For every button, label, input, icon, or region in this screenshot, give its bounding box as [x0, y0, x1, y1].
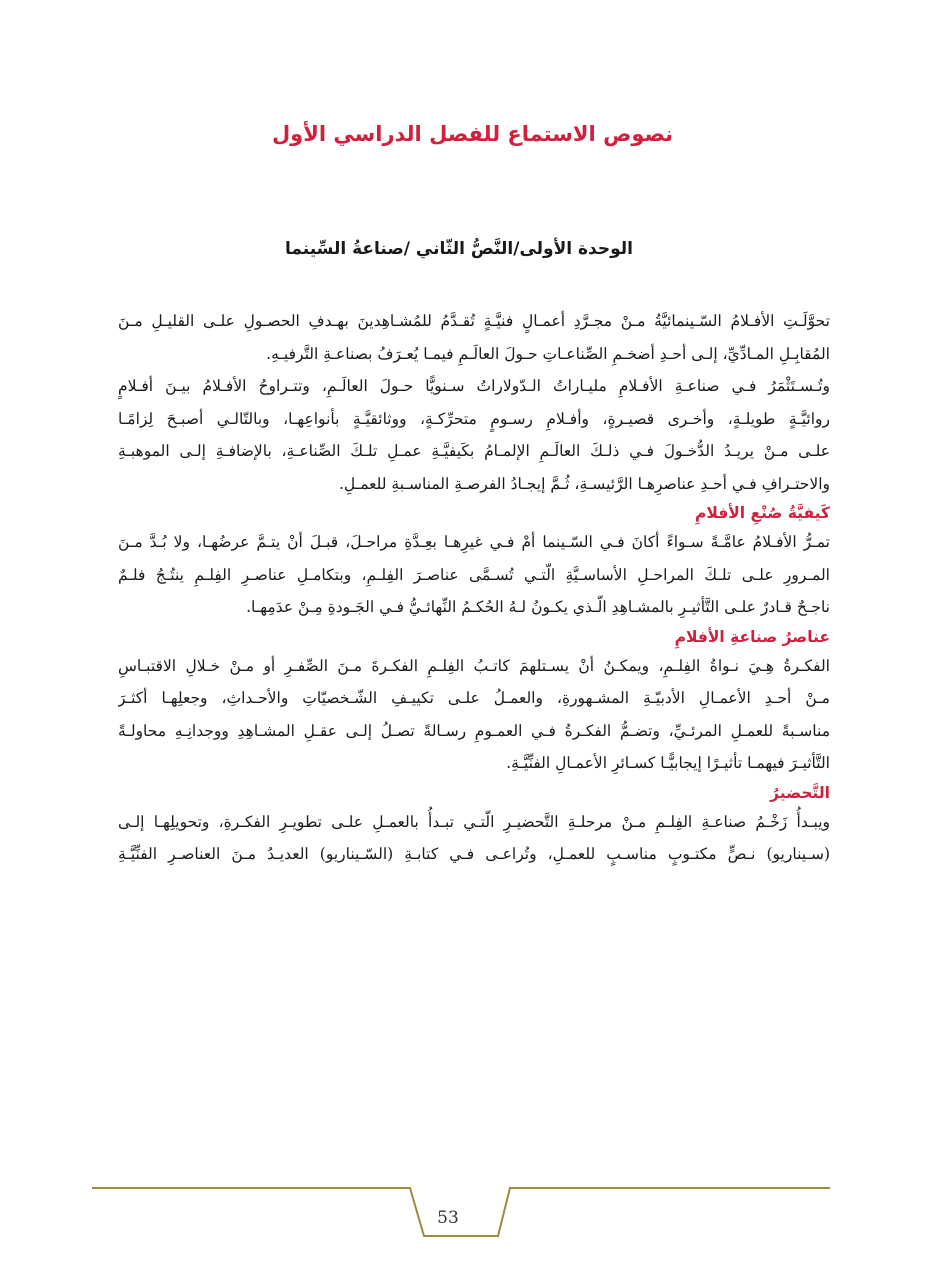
paragraph-line: تمـرُّ الأفـلامُ عامَّـةً سـواءً أكانَ فـي السّـينما أمْ فـي غيرِهـا بعِـدَّةِ مراحـلَ، قبـلَ أنْ يتـمَّ عرضُهـا، ولا بُـدَّ مـنَ: [118, 533, 830, 551]
page-title: نصوص الاستماع للفصل الدراسي الأول: [271, 122, 674, 146]
paragraph-line: المُقابِـلِ المـادِّيِّ، إلـى أحـدِ أضخـمِ الصِّناعـاتِ حـولَ العالَـمِ فيمـا يُعـرَفُ بصناعـةِ التَّرفيـهِ.: [266, 344, 830, 363]
preparation-paragraph: [118, 806, 830, 871]
paragraph-line: روائيَّـةٍ طويلـةٍ، وأخـرى قصيـرةٍ، وأفـلامِ رسـومٍ متحرِّكـةٍ، ووثائقيَّـةٍ بأنواعِهـا، وبالتّالـي أصبـحَ لِزامًـا: [118, 409, 830, 428]
paragraph-line: (سـيناريو) نـصٍّ مكتـوبٍ مناسـبٍ للعمـلِ، وتُراعـى فـي كتابـةِ (السّـيناريو) العديـدُ مـنَ العناصـرِ الفنِّيَّـةِ: [118, 845, 830, 863]
paragraph-line: مـنْ أحـدِ الأعمـالِ الأدبيّـةِ المشـهورةِ، والعمـلُ علـى تكييـفِ الشّـخصيّاتِ والأحـداثِ، وجعلِهـا أكثـرَ: [118, 689, 830, 707]
section-heading-film-elements: عناصرُ صناعةِ الأفلامِ: [674, 627, 830, 646]
paragraph-line: تحوَّلَـتِ الأفـلامُ السّـينمائيَّةُ مـنْ مجـرَّدِ أعمـالٍ فنيَّـةٍ تُقـدَّمُ للمُشـاهِدينَ بهـدفِ الحصـولِ علـى القليـلِ مـنَ: [118, 312, 830, 330]
unit-title: الوحدة الأولى/النَّصُّ الثّاني /صناعةُ السِّينما: [284, 239, 633, 259]
paragraph-line: والاحتـرافِ فـي أحـدِ عناصرِهـا الرَّئيسـةِ، ثُـمَّ إيجـادُ الفرصـةِ المناسـبةِ للعمـلِ.: [339, 474, 830, 493]
how-films-made-paragraph: [118, 526, 830, 624]
intro-paragraph: [118, 305, 830, 500]
paragraph-line: ويبـدأُ زَخْـمُ صناعـةِ الفِلـمِ مـنْ مرحلـةِ التَّحضيـرِ الّتـي تبـدأُ بالعمـلِ علـى تطويـرِ الفكـرةِ، وتحويلِهـا إلـى: [118, 812, 830, 831]
paragraph-line: الفكـرةُ هِـيَ نـواةُ الفِلـمِ، ويمكـنُ أنْ يسـتلهمَ كاتـبُ الفِلـمِ الفكـرةَ مـنَ الصِّفـرِ أو مـنْ خـلالِ الاقتبـاسِ: [118, 656, 830, 675]
film-elements-paragraph: [118, 650, 830, 780]
paragraph-line: المـرورِ علـى تلـكَ المراحـلِ الأساسـيَّةِ الّتـي تُسـمَّى عناصـرَ الفِلـمِ، وبتكامـلِ عناصـرِ الفِلـمِ ينتُـجُ فلـمٌ: [118, 565, 830, 584]
article-body: [118, 305, 830, 871]
paragraph-line: التَّأثيـرَ فيهمـا تأثيـرًا إيجابيًّـا كسـائرِ الأعمـالِ الفنِّيَّـةِ.: [506, 754, 830, 772]
paragraph-line: مناسـبةً للعمـلِ المرئـيِّ، وتضـمُّ الفكـرةُ فـي العمـومِ رسـالةً تصـلُ إلـى عقـلِ المشـاهِدِ ووجدانِـهِ محاولـةً: [118, 721, 830, 740]
paragraph-line: وتُـسـتَثْمَرُ فـي صناعـةِ الأفـلامِ مليـاراتُ الـدّولاراتُ سـنويًّا حـولَ العالَـمِ، وتتـراوحُ الأفـلامُ بيـنَ أفـلامٍ: [118, 377, 830, 395]
section-heading-how-films-made: كَيفيَّةُ صُنْعِ الأفلامِ: [694, 504, 830, 522]
paragraph-line: علـى مـنْ يريـدُ الدُّخـولَ فـي ذلـكَ العالَـمِ الإلمـامُ بكَيفيَّـةِ عمـلِ تلـكَ الصِّناعـةِ، بالإضافـةِ إلـى الموهبـةِ: [118, 442, 830, 460]
section-heading-preparation: التَّحضيرُ: [770, 783, 830, 802]
paragraph-line: ناجـحٌ قـادرٌ علـى التَّأثيـرِ بالمشـاهِدِ الّـذي يكـونُ لـهُ الحُكـمُ النِّهائـيُّ فـي الجَـودةِ مِـنْ عدَمِهـا.: [246, 598, 830, 616]
page-number: 53: [437, 1208, 459, 1228]
